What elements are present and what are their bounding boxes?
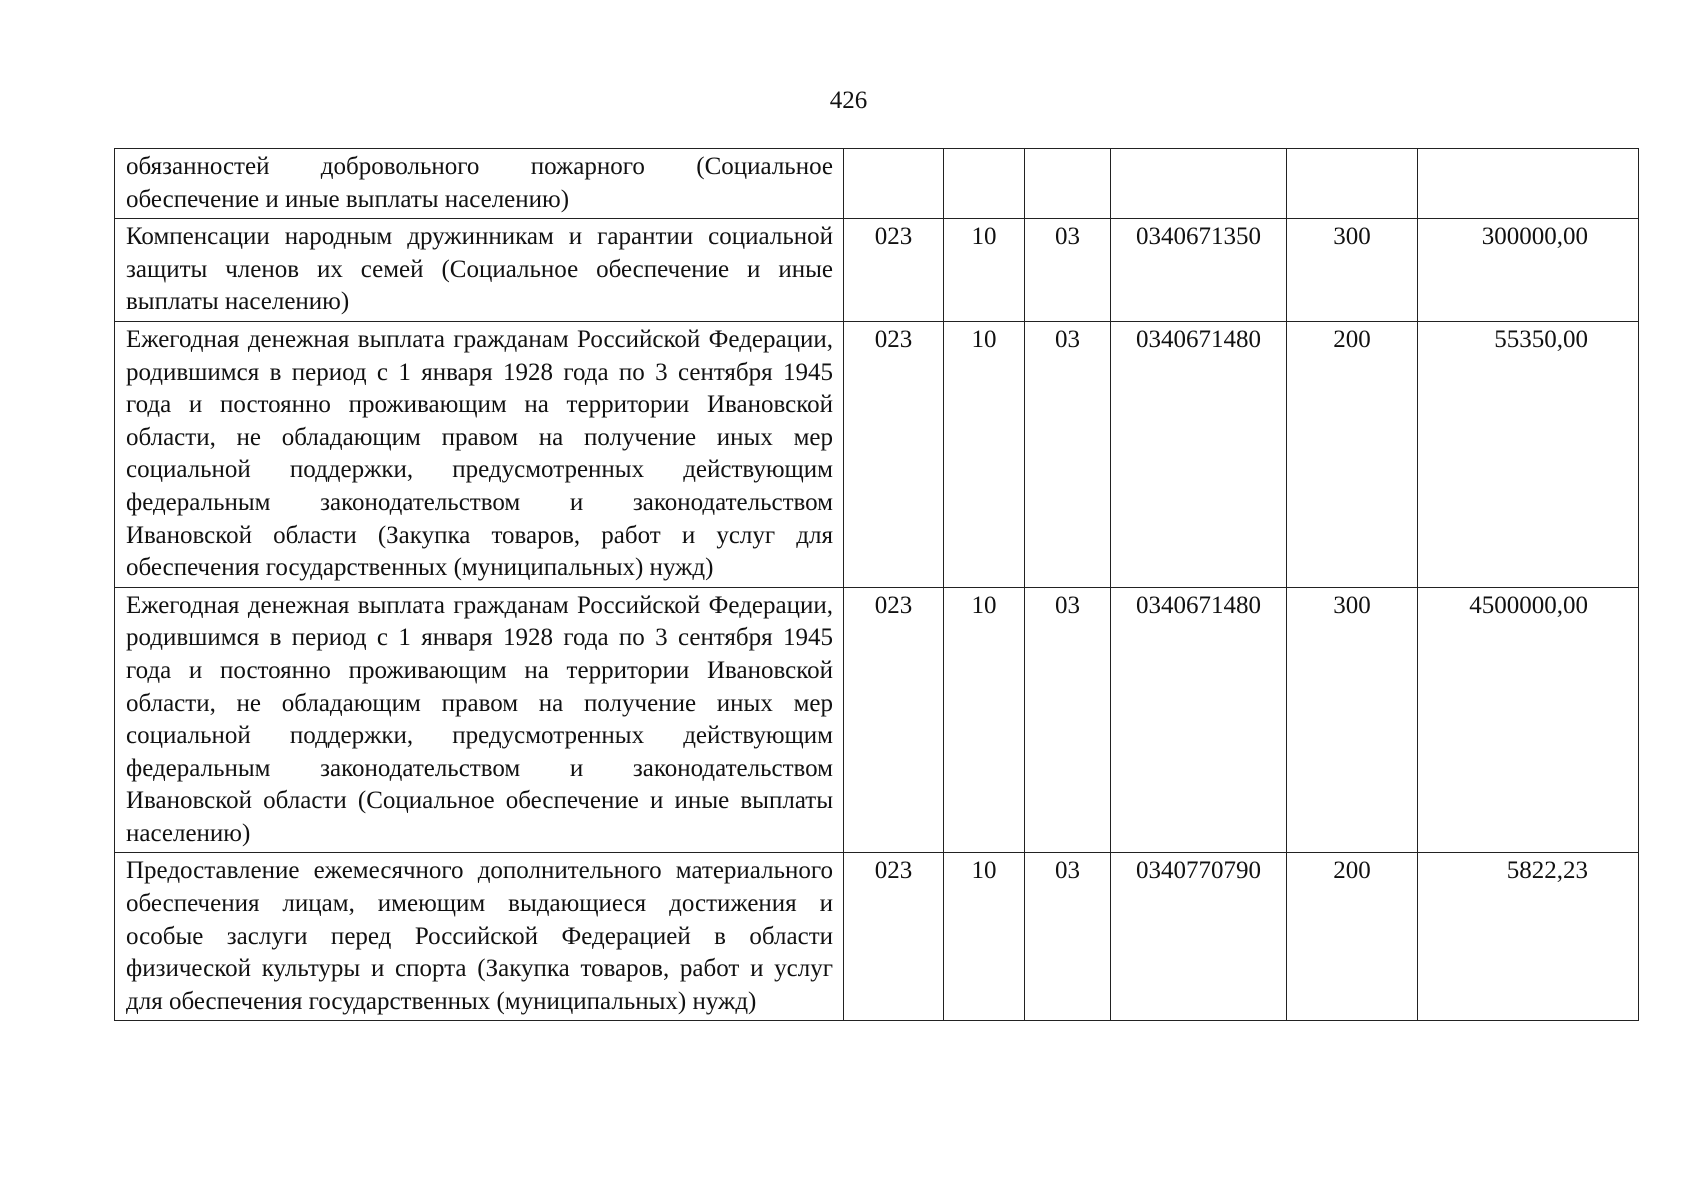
celevaya-statya-cell: 0340770790 bbox=[1111, 853, 1287, 1021]
table-row bbox=[115, 321, 1639, 587]
razdel-cell: 10 bbox=[944, 321, 1025, 587]
summa-cell: 300000,00 bbox=[1418, 219, 1639, 322]
page-number: 426 bbox=[829, 87, 868, 114]
celevaya-statya-cell: 0340671350 bbox=[1111, 219, 1287, 322]
row-description: Ежегодная денежная выплата гражданам Российской Федерации, родившимся в период с 1 января 1928 года по 3 сентября 1945 года и постоянно проживающим на территории Ивановской области, не обладающим правом на получение иных мер социальной поддержки, предусмотренных действующим федеральным законодательством и законодательством Ивановской области (Социальное обеспечение и иные выплаты населению) bbox=[115, 587, 844, 853]
grbs-cell: 023 bbox=[844, 321, 944, 587]
grbs-cell: 023 bbox=[844, 853, 944, 1021]
vid-rashodov-cell: 200 bbox=[1287, 321, 1418, 587]
table-row bbox=[115, 853, 1639, 1021]
table-row bbox=[115, 587, 1639, 853]
row-description: Предоставление ежемесячного дополнительного материального обеспечения лицам, имеющим выдающиеся достижения и особые заслуги перед Российской Федерацией в области физической культуры и спорта (Закупка товаров, работ и услуг для обеспечения государственных (муниципальных) нужд) bbox=[115, 853, 844, 1021]
row-description: Компенсации народным дружинникам и гарантии социальной защиты членов их семей (Социальное обеспечение и иные выплаты населению) bbox=[115, 219, 844, 322]
vid-rashodov-cell: 300 bbox=[1287, 587, 1418, 853]
vid-rashodov-cell: 200 bbox=[1287, 853, 1418, 1021]
razdel-cell: 10 bbox=[944, 587, 1025, 853]
celevaya-statya-cell: 0340671480 bbox=[1111, 587, 1287, 853]
grbs-cell: 023 bbox=[844, 587, 944, 853]
podrazdel-cell bbox=[1025, 149, 1111, 219]
razdel-cell bbox=[944, 149, 1025, 219]
podrazdel-cell: 03 bbox=[1025, 321, 1111, 587]
vid-rashodov-cell: 300 bbox=[1287, 219, 1418, 322]
table-row bbox=[115, 219, 1639, 322]
celevaya-statya-cell bbox=[1111, 149, 1287, 219]
grbs-cell bbox=[844, 149, 944, 219]
grbs-cell: 023 bbox=[844, 219, 944, 322]
summa-cell: 55350,00 bbox=[1418, 321, 1639, 587]
podrazdel-cell: 03 bbox=[1025, 853, 1111, 1021]
summa-cell bbox=[1418, 149, 1639, 219]
row-description: обязанностей добровольного пожарного (Социальное обеспечение и иные выплаты населению) bbox=[115, 149, 844, 219]
celevaya-statya-cell: 0340671480 bbox=[1111, 321, 1287, 587]
podrazdel-cell: 03 bbox=[1025, 587, 1111, 853]
table-row bbox=[115, 149, 1639, 219]
budget-table bbox=[114, 148, 1639, 1021]
razdel-cell: 10 bbox=[944, 853, 1025, 1021]
summa-cell: 4500000,00 bbox=[1418, 587, 1639, 853]
summa-cell: 5822,23 bbox=[1418, 853, 1639, 1021]
vid-rashodov-cell bbox=[1287, 149, 1418, 219]
razdel-cell: 10 bbox=[944, 219, 1025, 322]
row-description: Ежегодная денежная выплата гражданам Российской Федерации, родившимся в период с 1 января 1928 года по 3 сентября 1945 года и постоянно проживающим на территории Ивановской области, не обладающим правом на получение иных мер социальной поддержки, предусмотренных действующим федеральным законодательством и законодательством Ивановской области (Закупка товаров, работ и услуг для обеспечения государственных (муниципальных) нужд) bbox=[115, 321, 844, 587]
podrazdel-cell: 03 bbox=[1025, 219, 1111, 322]
